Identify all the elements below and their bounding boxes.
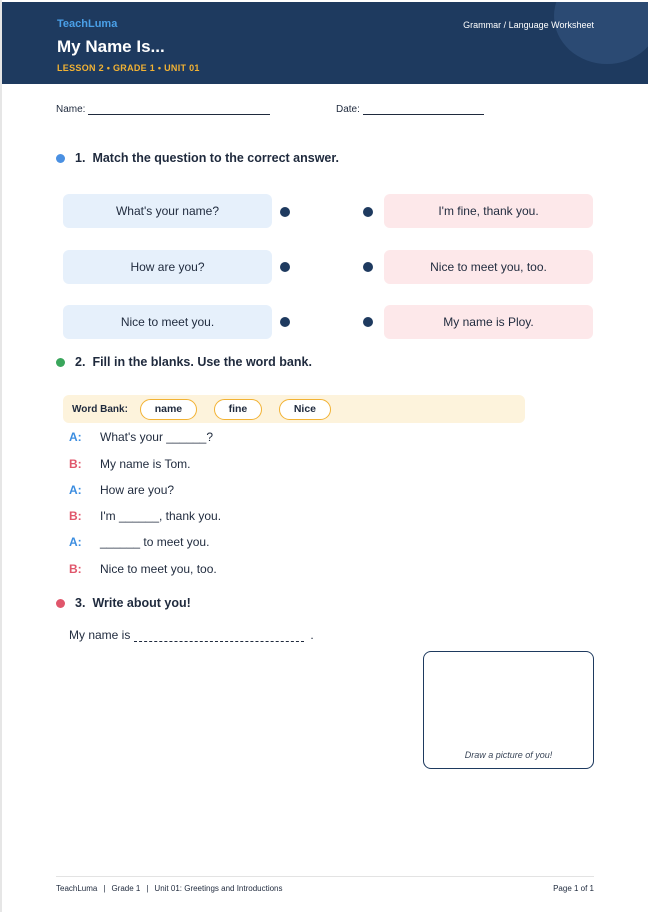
drawing-caption: Draw a picture of you! <box>464 750 553 760</box>
match-question: What's your name? <box>63 194 272 228</box>
speaker-label: A: <box>69 430 82 444</box>
page-number: Page 1 of 1 <box>553 884 594 893</box>
dialogue-text: I'm ______, thank you. <box>100 509 222 523</box>
footer-unit: Unit 01: Greetings and Introductions <box>154 884 283 893</box>
section-1-dot <box>56 154 65 163</box>
dialogue-line <box>69 535 209 549</box>
answer-connector-dot[interactable] <box>363 317 373 327</box>
section-2-title <box>56 355 312 369</box>
section-1-number: 1. <box>75 151 86 165</box>
date-label: Date: <box>336 104 360 115</box>
speaker-label: B: <box>69 562 82 576</box>
footer-grade: Grade 1 <box>111 884 141 893</box>
footer-divider <box>56 876 594 877</box>
question-connector-dot[interactable] <box>280 262 290 272</box>
match-question: Nice to meet you. <box>63 305 272 339</box>
section-3-dot <box>56 599 65 608</box>
write-period: . <box>310 628 314 642</box>
section-3-number: 3. <box>75 596 86 610</box>
page-edge <box>0 0 2 912</box>
footer-brand: TeachLuma <box>56 884 98 893</box>
match-answer: Nice to meet you, too. <box>384 250 593 284</box>
dialogue-line <box>69 457 190 471</box>
dialogue-line <box>69 509 221 523</box>
worksheet-title: My Name Is... <box>57 37 165 56</box>
write-prompt: My name is <box>69 628 131 642</box>
worksheet-header <box>2 2 648 84</box>
dialogue-line <box>69 562 217 576</box>
match-answer: I'm fine, thank you. <box>384 194 593 228</box>
dialogue-text: My name is Tom. <box>100 457 191 471</box>
section-1-heading: Match the question to the correct answer. <box>92 151 340 165</box>
brand-name: TeachLuma <box>57 18 118 30</box>
name-field[interactable] <box>56 104 270 115</box>
drawing-box[interactable] <box>423 651 594 769</box>
dialogue-line <box>69 430 213 444</box>
question-connector-dot[interactable] <box>280 317 290 327</box>
dialogue-text: Nice to meet you, too. <box>100 562 217 576</box>
write-blank[interactable] <box>134 630 304 642</box>
dialogue-text: ______ to meet you. <box>100 535 210 549</box>
footer-separator: | <box>146 884 149 893</box>
worksheet-subject: Grammar / Language Worksheet <box>463 20 594 30</box>
answer-connector-dot[interactable] <box>363 262 373 272</box>
speaker-label: A: <box>69 483 82 497</box>
section-2-number: 2. <box>75 355 86 369</box>
dialogue-text: What's your ______? <box>100 430 214 444</box>
section-2-dot <box>56 358 65 367</box>
lesson-meta: LESSON 2 • GRADE 1 • UNIT 01 <box>57 63 200 73</box>
word-chip: Nice <box>279 399 331 420</box>
word-chip: name <box>140 399 197 420</box>
match-answer: My name is Ploy. <box>384 305 593 339</box>
dialogue-text: How are you? <box>100 483 175 497</box>
section-3-heading: Write about you! <box>92 596 191 610</box>
word-chip: fine <box>214 399 262 420</box>
section-1-title <box>56 151 339 165</box>
word-bank <box>63 395 525 423</box>
name-line[interactable] <box>88 105 270 115</box>
date-line[interactable] <box>363 105 484 115</box>
answer-connector-dot[interactable] <box>363 207 373 217</box>
date-field[interactable] <box>336 104 484 115</box>
name-label: Name: <box>56 104 86 115</box>
match-question: How are you? <box>63 250 272 284</box>
dialogue-line <box>69 483 174 497</box>
footer-info <box>56 884 283 893</box>
section-2-heading: Fill in the blanks. Use the word bank. <box>92 355 312 369</box>
header-decoration <box>554 2 648 64</box>
footer-separator: | <box>103 884 106 893</box>
word-bank-label: Word Bank: <box>72 403 128 415</box>
section-3-title <box>56 596 191 610</box>
write-name-line[interactable] <box>69 628 314 642</box>
speaker-label: B: <box>69 509 82 523</box>
question-connector-dot[interactable] <box>280 207 290 217</box>
speaker-label: A: <box>69 535 82 549</box>
speaker-label: B: <box>69 457 82 471</box>
